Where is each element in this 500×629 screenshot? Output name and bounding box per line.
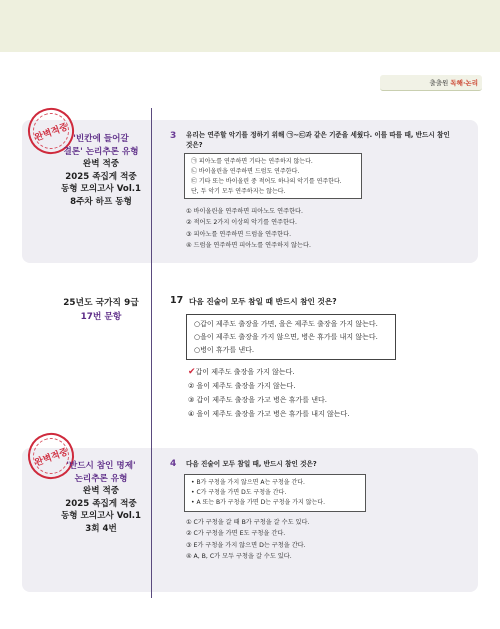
- question-number: 17: [170, 295, 184, 306]
- condition-box: ○갑이 제주도 출장을 가면, 을은 제주도 출장을 가지 않는다. ○을이 제주도 출장을 가지 않으면, 병은 휴가를 내지 않는다. ○병이 휴가를 낸다.: [186, 314, 396, 360]
- option[interactable]: ④ 드럼을 연주하면 피아노를 연주하지 않는다.: [186, 241, 311, 249]
- option[interactable]: ② C가 구청을 가면 E도 구청을 간다.: [186, 530, 286, 538]
- answer-options: [188, 365, 350, 421]
- question-number: 3: [170, 131, 177, 141]
- stamp-seal: 완벽적중: [22, 427, 81, 486]
- stamp-seal: 완벽적중: [22, 102, 81, 161]
- option[interactable]: ④ 을이 제주도 출장을 가고 병은 휴가를 내지 않는다.: [188, 410, 350, 418]
- option[interactable]: ④ A, B, C가 모두 구청을 갈 수도 있다.: [186, 552, 292, 560]
- match-description-1: '빈칸에 들어갈 결론' 논리추론 유형 완벽 적중 2025 족집게 적중 동형 모의고사 Vol.1 8주차 하프 동형: [60, 134, 142, 207]
- option[interactable]: ② 적어도 2가지 이상의 악기를 연주한다.: [186, 219, 297, 227]
- condition-box: ㉠ 피아노를 연주하면 기타는 연주하지 않는다. ㉡ 바이올린을 연주하면 드럼도 연주한다. ㉢ 기타 또는 바이올린 중 적어도 하나의 악기를 연주한다. 단, 두 악기 모두 연주하지는 않는다.: [184, 153, 362, 199]
- option[interactable]: ① C가 구청을 갈 때 B가 구청을 갈 수도 있다.: [186, 519, 310, 526]
- option-correct[interactable]: ✔갑이 제주도 출장을 가지 않는다.: [188, 367, 295, 377]
- option[interactable]: ③ 갑이 제주도 출장을 가고 병은 휴가를 낸다.: [188, 396, 328, 404]
- source-exam-label: 25년도 국가직 9급 17번 문항: [63, 298, 139, 322]
- question-text: 유리는 연주할 악기를 정하기 위해 ㉠~㉢과 같은 기준을 세웠다. 이를 따를 때, 반드시 참인 것은?: [186, 131, 450, 149]
- check-icon: ✔: [188, 367, 196, 377]
- match-description-2: '반드시 참인 명제' 논리추론 유형 완벽 적중 2025 족집게 적중 동형 모의고사 Vol.1 3회 4번: [60, 461, 142, 534]
- question-number: 4: [170, 459, 177, 469]
- option[interactable]: ① 바이올린을 연주하면 피아노도 연주한다.: [186, 208, 303, 215]
- section-header: 출출원 독해·논리: [380, 75, 482, 91]
- question-text: 다음 진술이 모두 참일 때 반드시 참인 것은?: [189, 297, 337, 306]
- answer-options: [186, 517, 309, 562]
- answer-options: [186, 206, 311, 251]
- option[interactable]: ② 을이 제주도 출장을 가지 않는다.: [188, 382, 296, 390]
- top-band: [0, 0, 500, 52]
- condition-box: • B가 구청을 가지 않으면 A는 구청을 간다. • C가 구청을 가면 D도 구청을 간다. • A 또는 B가 구청을 가면 D는 구청을 가지 않는다.: [184, 474, 366, 512]
- question-text: 다음 진술이 모두 참일 때, 반드시 참인 것은?: [186, 460, 317, 468]
- option[interactable]: ③ E가 구청을 가지 않으면 D는 구청을 간다.: [186, 541, 306, 549]
- option[interactable]: ③ 피아노를 연주하면 드럼을 연주한다.: [186, 230, 292, 238]
- divider-line: [151, 108, 152, 598]
